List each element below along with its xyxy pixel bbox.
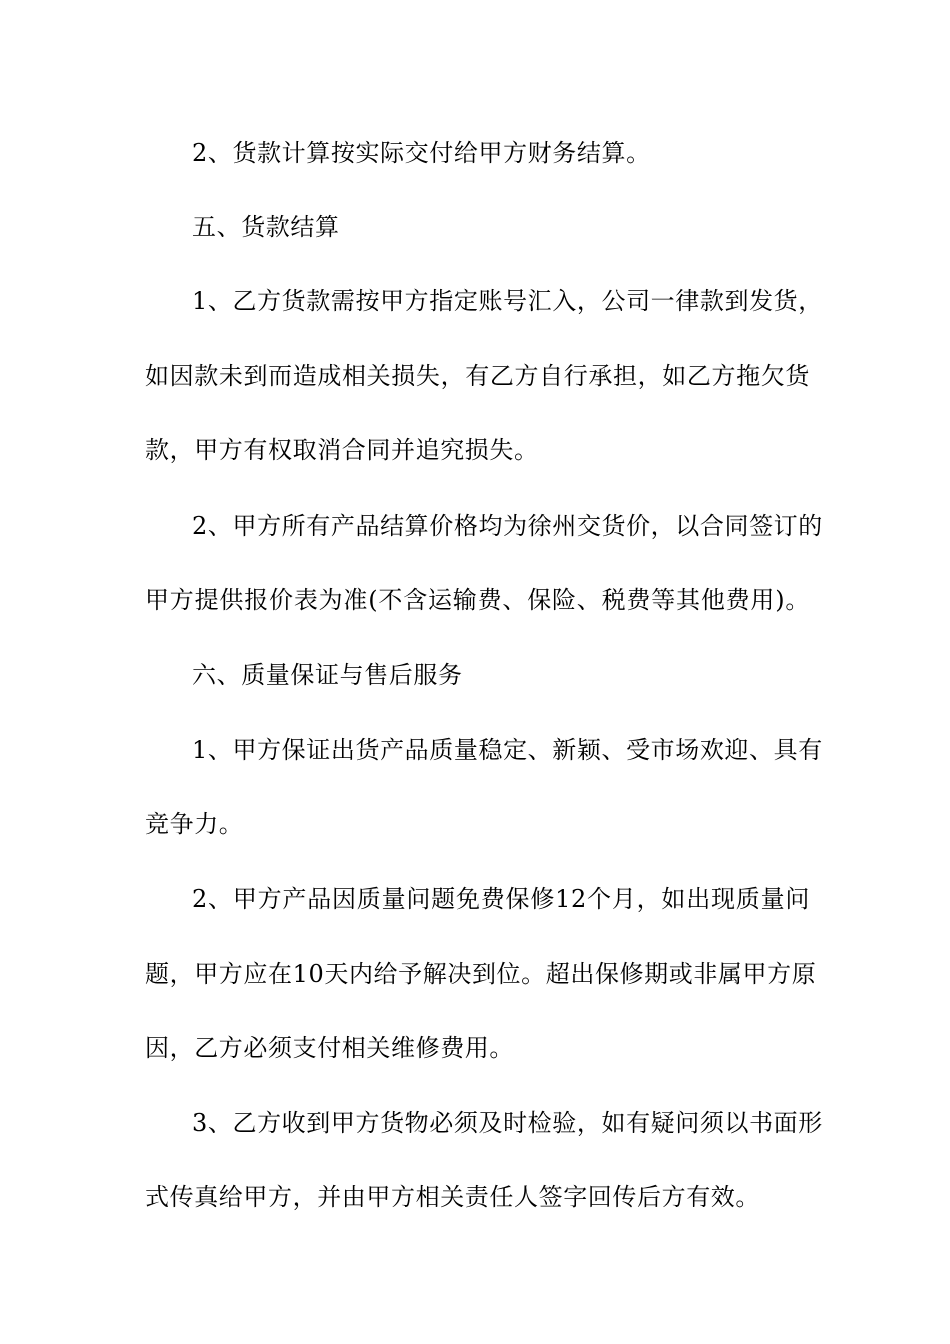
paragraph-line: 如因款未到而造成相关损失，有乙方自行承担，如乙方拖欠货 [145,362,810,390]
paragraph-line: 式传真给甲方，并由甲方相关责任人签字回传后方有效。 [145,1183,760,1211]
paragraph-line: 因，乙方必须支付相关维修费用。 [145,1034,514,1062]
paragraph-line: 3、乙方收到甲方货物必须及时检验，如有疑问须以书面形 [192,1109,823,1137]
paragraph-line: 款，甲方有权取消合同并追究损失。 [145,436,539,464]
paragraph-line: 2、甲方所有产品结算价格均为徐州交货价，以合同签订的 [192,512,823,540]
paragraph-line: 1、甲方保证出货产品质量稳定、新颖、受市场欢迎、具有 [192,736,823,764]
paragraph-line: 甲方提供报价表为准(不含运输费、保险、税费等其他费用)。 [145,586,810,614]
section-heading: 五、货款结算 [192,213,340,241]
paragraph-line: 2、货款计算按实际交付给甲方财务结算。 [192,139,651,167]
section-heading: 六、质量保证与售后服务 [192,661,463,689]
paragraph-line: 题，甲方应在10天内给予解决到位。超出保修期或非属甲方原 [145,960,817,988]
paragraph-line: 2、甲方产品因质量问题免费保修12个月，如出现质量问 [192,885,810,913]
paragraph-line: 1、乙方货款需按甲方指定账号汇入，公司一律款到发货， [192,287,823,315]
paragraph-line: 竞争力。 [145,810,244,838]
